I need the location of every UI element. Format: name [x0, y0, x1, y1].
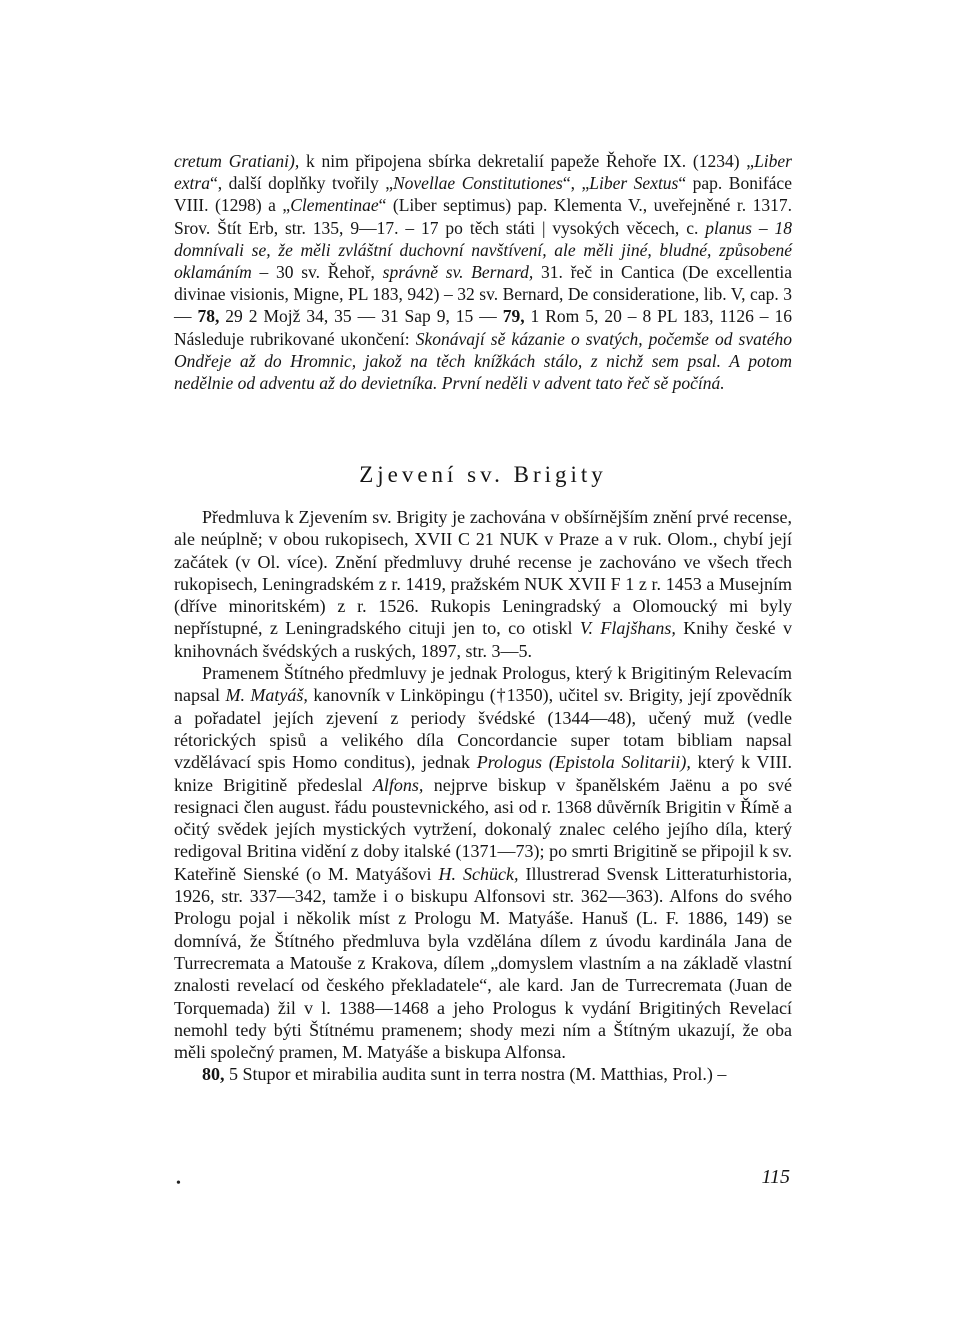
- paragraph-2: [174, 662, 792, 1063]
- note-text: planus – 18 domnívali se, že měli zvláštní duchovní navštívení, ale měli jiné, bludné, způsobené oklamáním: [174, 217, 792, 283]
- paragraph-text: Knihy české v knihovnách švédských a ruských, 1897, str. 3—5.: [174, 618, 792, 661]
- notes-section: [174, 150, 792, 394]
- author-name: H. Schück,: [438, 863, 519, 884]
- paragraph-1: [174, 506, 792, 662]
- body-section: [174, 506, 792, 1086]
- note-text: správně sv. Bernard,: [382, 262, 534, 283]
- note-text: 1 Rom 5, 20 – 8 PL 183, 1126 – 16 Následuje rubrikované ukončení:: [174, 306, 792, 349]
- page-number: 115: [761, 1166, 790, 1188]
- paragraph-text: kanovník v Linköpingu (†1350), učitel sv. Brigity, její zpovědník a pořadatel jejích zjevení z periody švédské (1344—48), učený muž (vedle rétorických spisů a velikého díla Concordancie super totam bibliam napsal vzdělávací spis Homo conditus), jednak: [174, 685, 793, 773]
- note-text: k nim připojena sbírka dekretalií papeže Řehoře IX. (1234) „: [299, 151, 755, 171]
- paragraph-text: který k VIII. knize Brigitině předeslal: [174, 752, 792, 795]
- author-name: Alfons,: [372, 774, 424, 795]
- author-name: V. Flajšhans,: [579, 618, 676, 639]
- paragraph-text: Předmluva k Zjevením sv. Brigity je zachována v obšírnějším znění prvé recense, ale neúplně; v obou rukopisech, XVII C 21 NUK v Praze a v ruk. Olom., chybí její začátek (v Ol. více). Znění předmluvy druhé recense je zachováno ve všech třech rukopisech, Leningradském z r. 1419, pražském NUK XVII F 1 z r. 1453 a Musejním (dříve minoritském) z r. 1526. Rukopis Leningradský a Olomoucký mi byly nepřístupné, z Leningradského cituji jen to, co otiskl: [174, 507, 792, 639]
- note-text: Skonávají sě kázanie o svatých, počemše od svatého Ondřeje až do Hromnic, jakož na těch knížkách stálo, z nichž sem psal. A potom nedělnie od adventu až do devietníka. První neděli v advent tato řeč sě počíná.: [174, 328, 792, 394]
- footer-mark: •: [176, 1176, 181, 1191]
- note-text: Liber extra: [174, 151, 792, 194]
- note-text: cretum Gratiani),: [174, 151, 300, 171]
- section-heading: Zjevení sv. Brigity: [359, 462, 607, 487]
- note-text: – 30 sv. Řehoř,: [251, 262, 383, 283]
- paragraph-3: [174, 1063, 792, 1085]
- book-page: [126, 136, 850, 1236]
- note-text: Clementinae: [290, 195, 379, 216]
- note-number: 78,: [197, 306, 220, 327]
- paragraph-text: 5 Stupor et mirabilia audita sunt in terra nostra (M. Matthias, Prol.) –: [224, 1064, 727, 1085]
- note-number: 79,: [502, 306, 525, 327]
- work-title: Prologus (Epistola Solitarii),: [476, 752, 691, 773]
- note-text: Liber Sextus: [589, 173, 679, 194]
- note-text: “ pap. Bonifáce VIII. (1298) a „: [174, 173, 792, 216]
- note-text: “, „: [562, 173, 590, 194]
- note-text: 31. řeč in Cantica (De excellentia divinae visionis, Migne, PL 183, 942) – 32 sv. Bernard, De consideratione, lib. V, cap. 3 —: [174, 262, 792, 327]
- note-text: “ (Liber septimus) pap. Klementa V., uveřejněné r. 1317. Srov. Štít Erb, str. 135, 9—17. – 17 po těch státi | vysokých věcech, c.: [174, 195, 793, 238]
- note-text: “, další doplňky tvořily „: [209, 173, 393, 194]
- note-text: 29 2 Mojž 34, 35 — 31 Sap 9, 15 —: [219, 306, 503, 327]
- paragraph-text: Illustrerad Svensk Litteraturhistoria, 1926, str. 337—342, tamže i o biskupu Alfonsovi str. 362—363). Alfons do svého Prologu pojal i několik míst z Prologu M. Matyáše. Hanuš (L. F. 1886, 149) se domnívá, že Štítného předmluva byla vzdělána dílem z úvodu kardinála Jana de Turrecremata a Matouše z Krakova, dílem „domyslem vlastním a na základě vlastní znalosti revelací od českého překladatele“, ale kard. Jan de Turrecremata (Juan de Torquemada) žil v l. 1388—1468 a jeho Prologus k vydání Brigitiných Revelací nemohl tedy býti Štítnému pramenem; shody mezi ním a Štítným ukazují, že oba měli společný pramen, M. Matyáše a biskupa Alfonsa.: [174, 863, 792, 1063]
- author-name: M. Matyáš,: [225, 685, 308, 706]
- paragraph-text: nejprve biskup v španělském Jaënu a po své resignaci člen august. řádu poustevnického, asi od r. 1368 důvěrník Brigitin v Římě a očitý svědek jejích mystických vytržení, dokonalý znalec celého jejího díla, který redigoval Britina vidění z doby italské (1371—73); po smrti Brigitině se připojil k sv. Kateřině Sienské (o M. Matyášovi: [174, 774, 792, 884]
- note-text: Novellae Constitutiones: [392, 173, 563, 194]
- paragraph-text: Pramenem Štítného předmluvy je jednak Prologus, který k Brigitiným Relevacím napsal: [174, 663, 792, 706]
- note-number: 80,: [202, 1064, 225, 1085]
